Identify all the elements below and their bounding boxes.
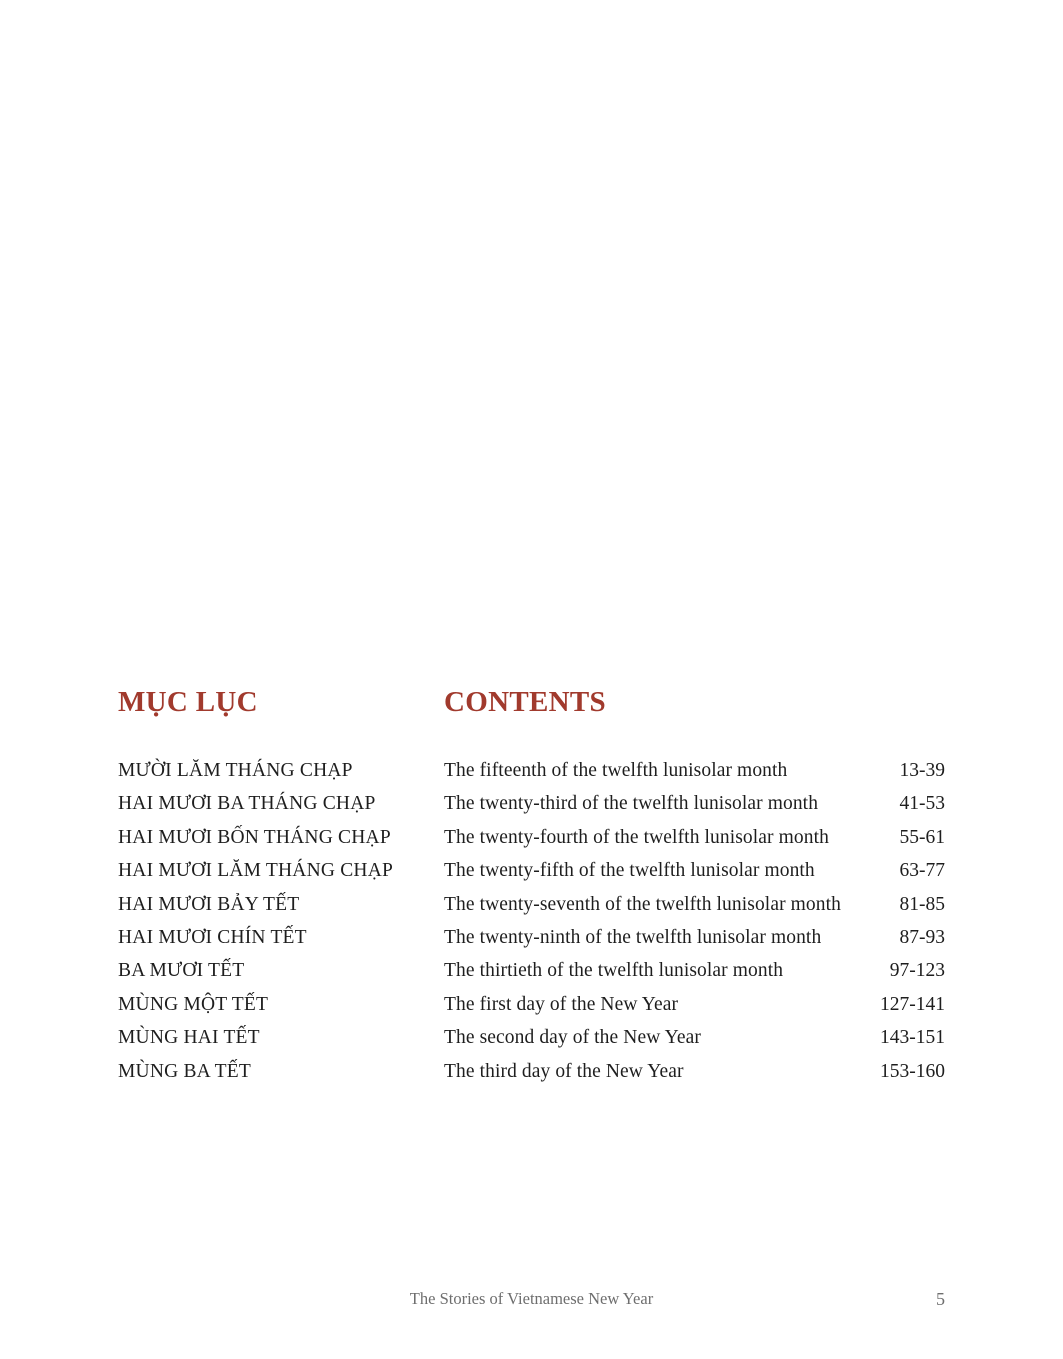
toc-entry: [118, 823, 945, 856]
toc-english-title: The twenty-fourth of the twelfth lunisolar month: [444, 826, 829, 848]
toc-english-title: The third day of the New Year: [444, 1060, 684, 1082]
toc-vietnamese-title: MÙNG BA TẾT: [118, 1060, 251, 1082]
toc-vietnamese-title: MƯỜI LĂM THÁNG CHẠP: [118, 760, 353, 781]
toc-page-range: 13-39: [899, 760, 945, 781]
toc-english-title: The first day of the New Year: [444, 993, 679, 1015]
toc-vietnamese-title: MÙNG HAI TẾT: [118, 1027, 260, 1049]
toc-page-range: 55-61: [899, 826, 945, 848]
toc-page-range: 143-151: [880, 1027, 945, 1049]
toc-entry: [118, 923, 945, 956]
toc-english-title: The fifteenth of the twelfth lunisolar month: [444, 760, 788, 781]
table-of-contents: [118, 756, 945, 1090]
toc-entry: [118, 890, 945, 923]
toc-entry: [118, 789, 945, 822]
toc-english-title: The twenty-fifth of the twelfth lunisolar month: [444, 860, 815, 882]
toc-english-title: The twenty-ninth of the twelfth lunisolar month: [444, 926, 822, 948]
toc-vietnamese-title: BA MƯƠI TẾT: [118, 960, 245, 982]
toc-vietnamese-title: HAI MƯƠI BA THÁNG CHẠP: [118, 793, 376, 815]
heading-vietnamese: MỤC LỤC: [118, 686, 258, 718]
toc-vietnamese-title: HAI MƯƠI BẢY TẾT: [118, 893, 300, 915]
heading-english: CONTENTS: [444, 686, 606, 718]
toc-vietnamese-title: HAI MƯƠI CHÍN TẾT: [118, 926, 307, 948]
toc-entry: [118, 756, 945, 789]
toc-vietnamese-title: HAI MƯƠI BỐN THÁNG CHẠP: [118, 826, 391, 848]
toc-page-range: 63-77: [899, 860, 945, 882]
toc-page-range: 81-85: [899, 893, 945, 915]
toc-page-range: 41-53: [899, 793, 945, 815]
toc-page-range: 97-123: [889, 960, 945, 982]
footer-page-number: 5: [936, 1289, 945, 1309]
toc-page-range: 87-93: [899, 926, 945, 948]
toc-english-title: The second day of the New Year: [444, 1027, 701, 1049]
toc-vietnamese-title: MÙNG MỘT TẾT: [118, 993, 269, 1015]
toc-entry: [118, 856, 945, 889]
toc-entry: [118, 1057, 945, 1090]
toc-entry: [118, 956, 945, 989]
toc-entry: [118, 990, 945, 1023]
footer-book-title: The Stories of Vietnamese New Year: [409, 1289, 654, 1308]
toc-entry: [118, 1023, 945, 1056]
toc-page-range: 127-141: [880, 993, 945, 1015]
toc-vietnamese-title: HAI MƯƠI LĂM THÁNG CHẠP: [118, 860, 394, 882]
toc-english-title: The twenty-seventh of the twelfth lunisolar month: [444, 893, 841, 915]
toc-page-range: 153-160: [880, 1060, 945, 1082]
toc-english-title: The thirtieth of the twelfth lunisolar month: [444, 960, 784, 982]
toc-english-title: The twenty-third of the twelfth lunisolar month: [444, 793, 819, 815]
